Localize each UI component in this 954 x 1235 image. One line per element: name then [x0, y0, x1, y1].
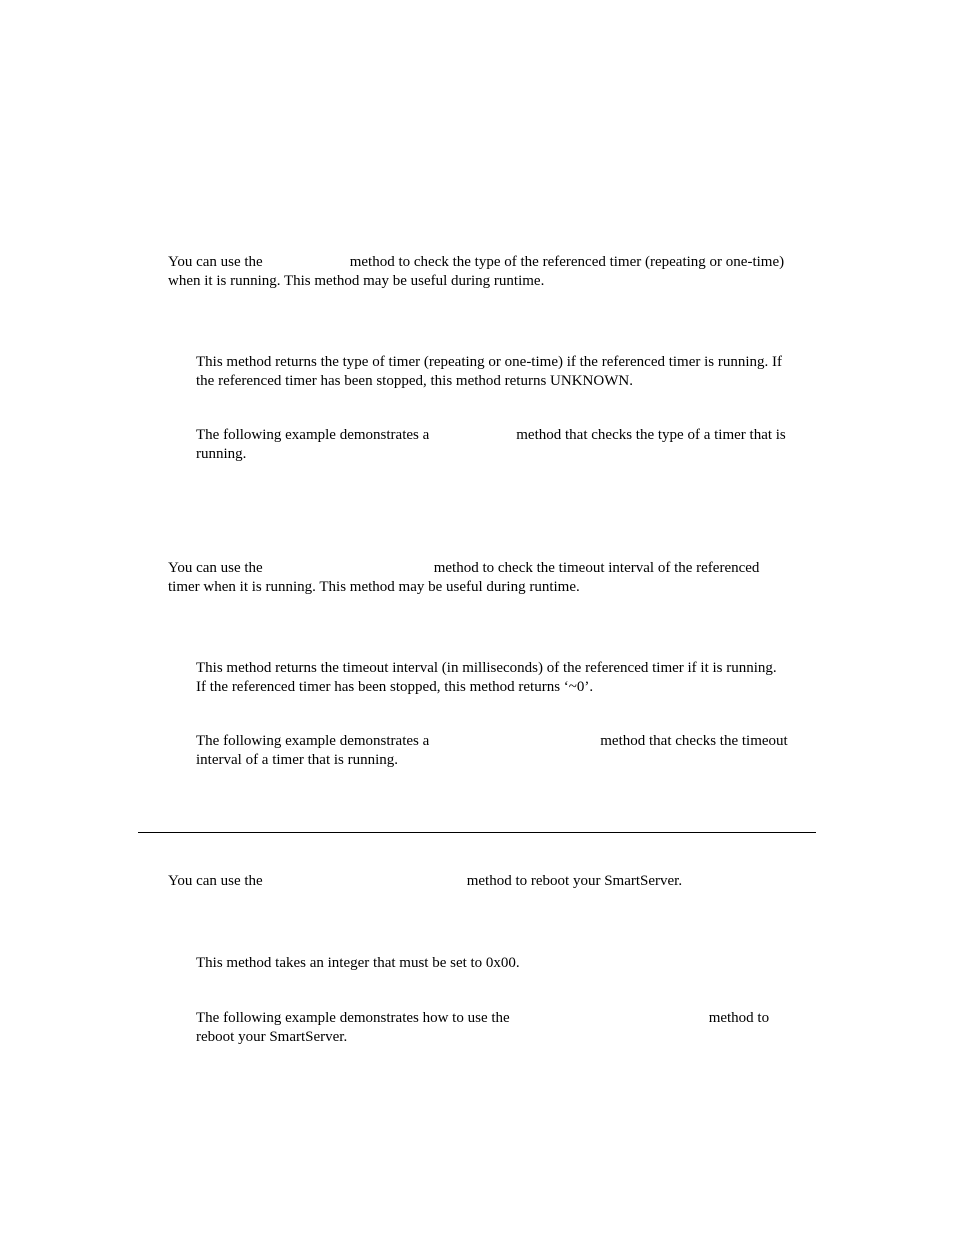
get-type-returns-line2: the referenced timer has been stopped, this method returns UNKNOWN. [196, 373, 633, 389]
get-interval-intro [168, 559, 759, 597]
get-interval-returns-line1: This method returns the timeout interval (in milliseconds) of the referenced timer if it is running. [196, 660, 777, 676]
reboot-example-line1b: method to [708, 1010, 770, 1026]
get-interval-returns [196, 659, 777, 697]
get-type-intro [168, 253, 784, 291]
get-type-example-line1b: method that checks the type of a timer that is [516, 427, 786, 443]
get-interval-example-line1b: method that checks the timeout [600, 733, 788, 749]
reboot-intro [168, 872, 682, 891]
get-type-intro-line1b: method to check the type of the referenced timer (repeating or one-time) [349, 254, 785, 270]
get-type-returns [196, 353, 782, 391]
get-type-example-line2: running. [196, 446, 247, 462]
get-interval-intro-line2: timer when it is running. This method may be useful during runtime. [168, 579, 580, 595]
get-interval-intro-line1a: You can use the [168, 560, 263, 576]
get-type-intro-line1a: You can use the [168, 254, 263, 270]
reboot-params [196, 954, 520, 973]
get-type-example [196, 426, 786, 464]
get-type-intro-line2: when it is running. This method may be useful during runtime. [168, 273, 545, 289]
get-type-example-line1a: The following example demonstrates a [196, 427, 430, 443]
get-interval-returns-line2: If the referenced timer has been stopped, this method returns ‘~0’. [196, 679, 594, 695]
reboot-example-line2: reboot your SmartServer. [196, 1029, 348, 1045]
reboot-intro-line1a: You can use the [168, 873, 263, 889]
reboot-example-line1a: The following example demonstrates how to use the [196, 1010, 510, 1026]
section-divider [138, 832, 816, 833]
reboot-params-line1: This method takes an integer that must be set to 0x00. [196, 955, 520, 971]
get-interval-intro-line1b: method to check the timeout interval of the referenced [433, 560, 760, 576]
get-interval-example-line1a: The following example demonstrates a [196, 733, 430, 749]
get-interval-example-line2: interval of a timer that is running. [196, 752, 399, 768]
reboot-intro-line1b: method to reboot your SmartServer. [466, 873, 683, 889]
reboot-example [196, 1009, 769, 1047]
get-interval-example [196, 732, 788, 770]
get-type-returns-line1: This method returns the type of timer (repeating or one-time) if the referenced timer is running. If [196, 354, 783, 370]
